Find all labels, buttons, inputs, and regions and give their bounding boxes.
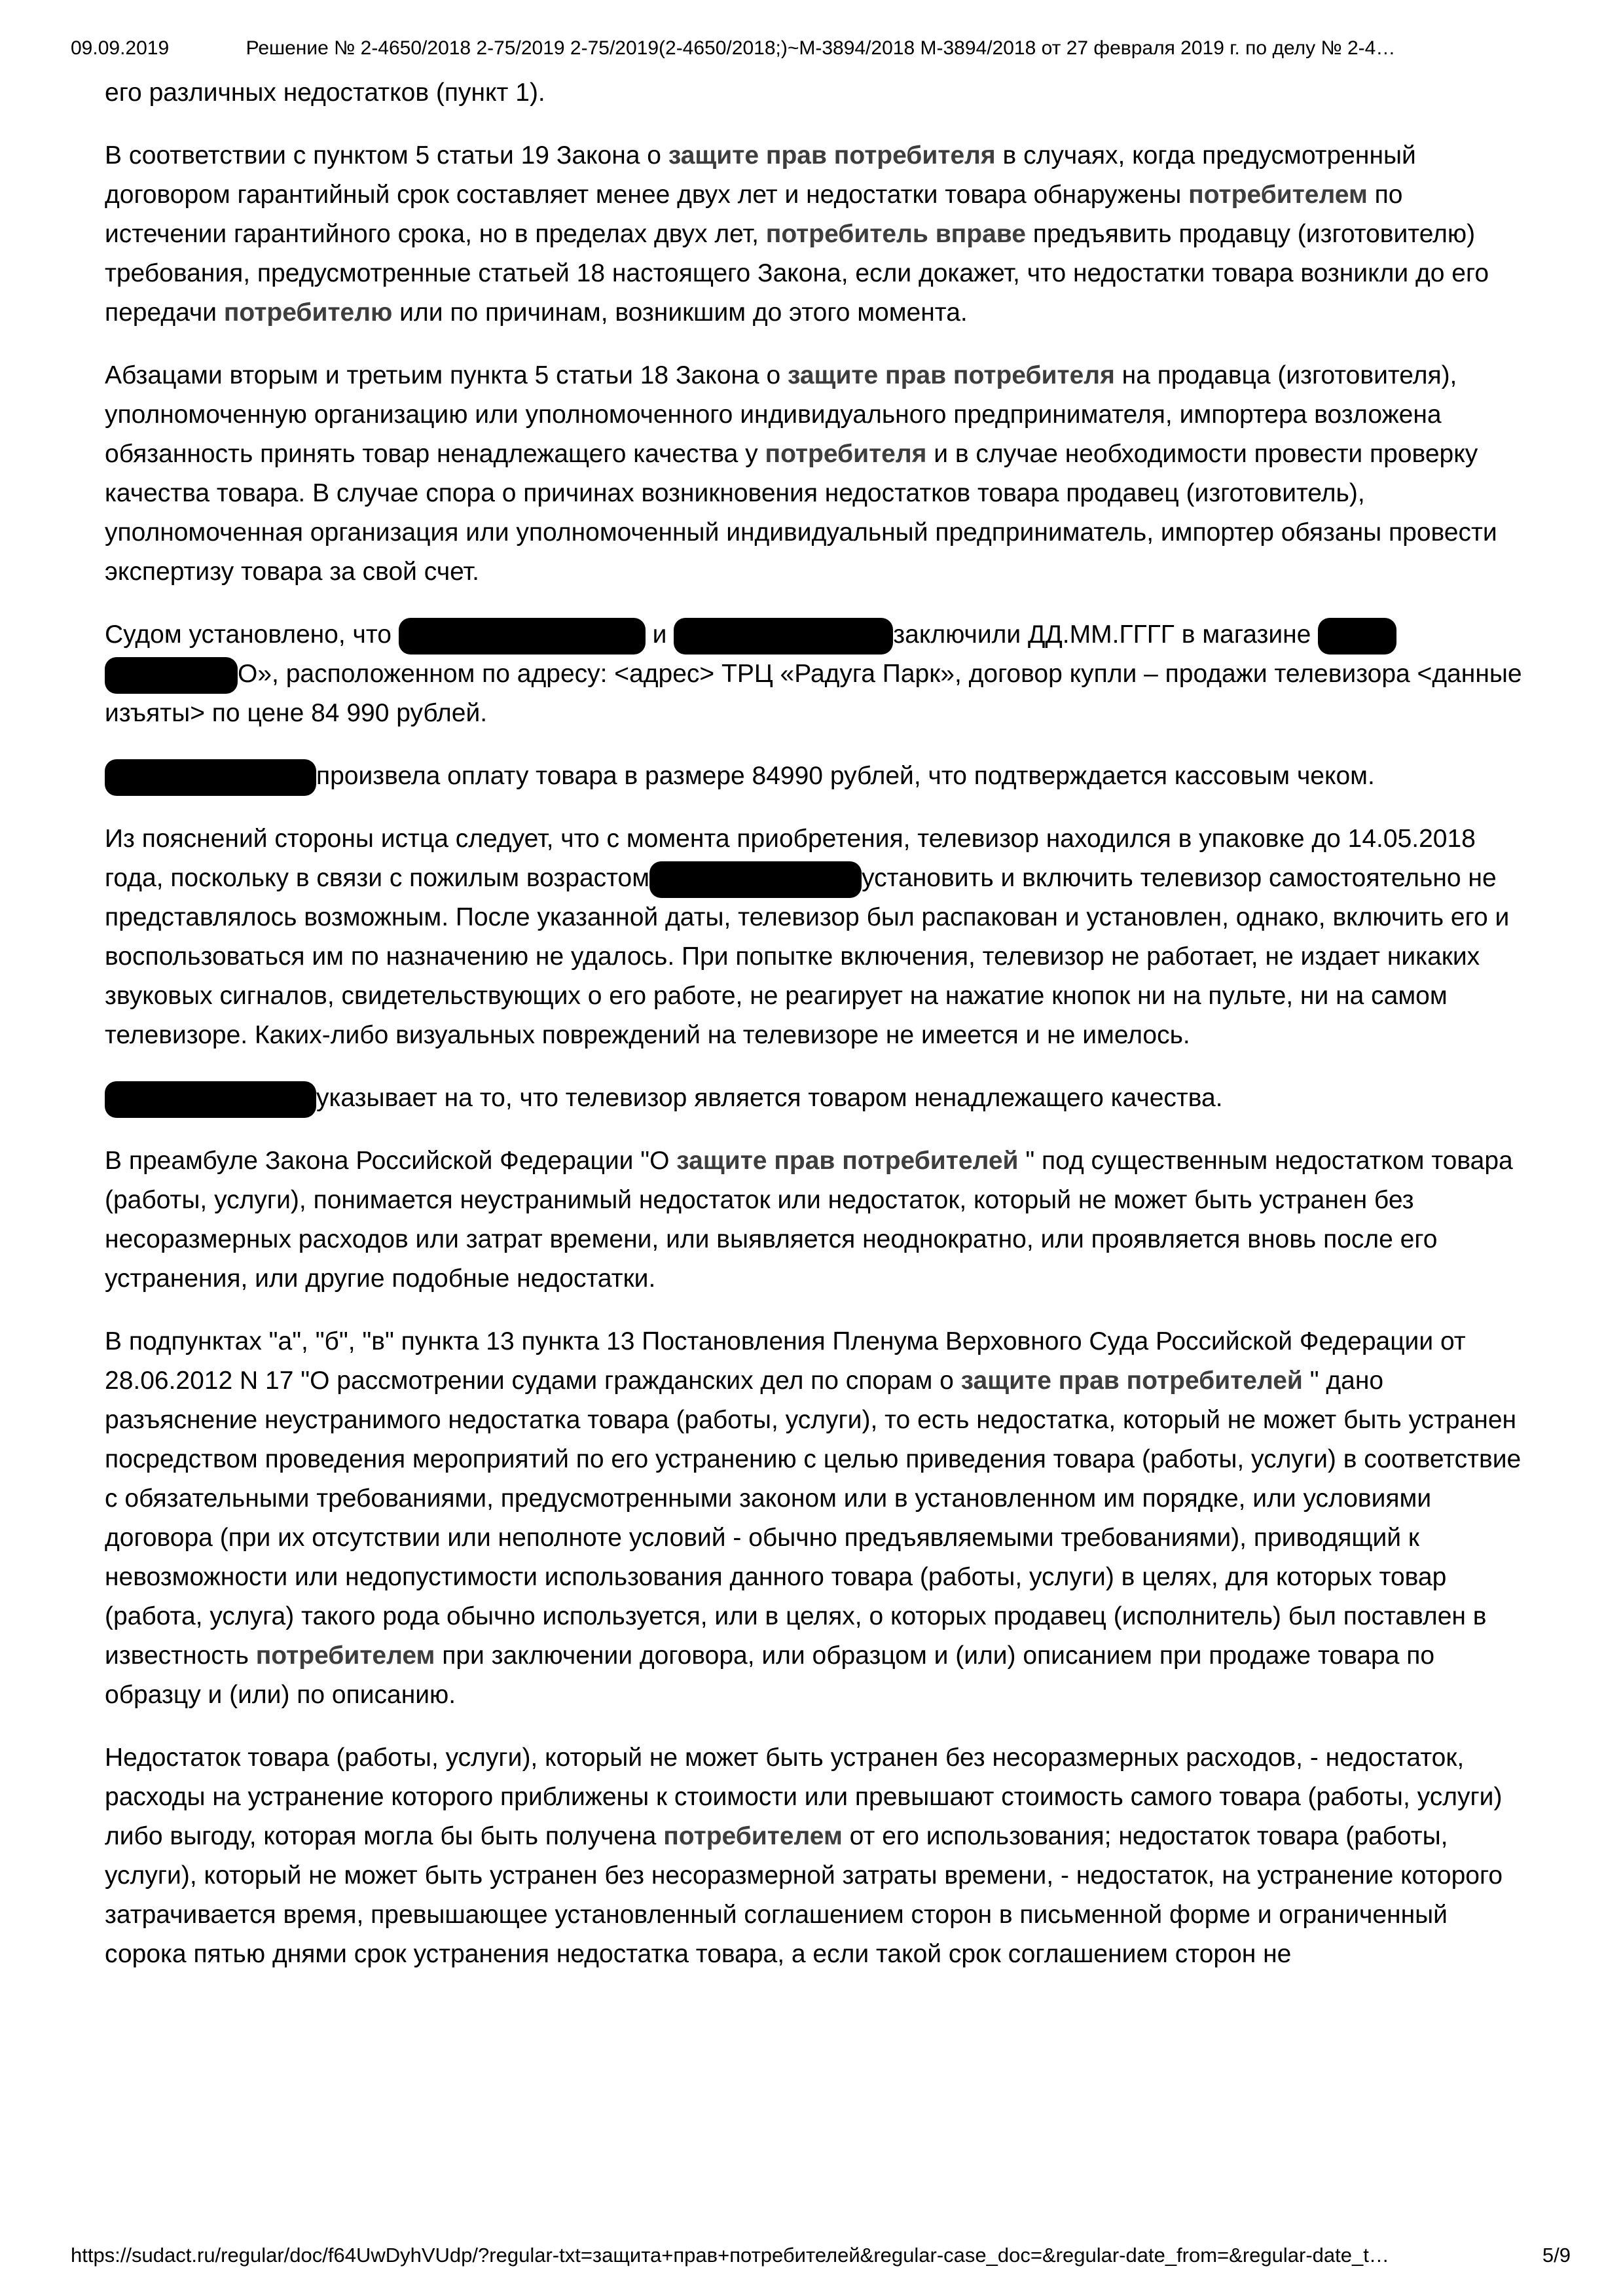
text-run: в случаях, когда предусмотренный договором гарантийный срок составляет менее двух лет и недостатки товара обнаружены	[105, 141, 1416, 209]
text-run: В соответствии с пунктом 5 статьи 19 Закона о	[105, 141, 668, 170]
redaction-bar	[649, 861, 862, 898]
redaction-bar	[399, 618, 646, 655]
highlighted-term: потребителем	[663, 1822, 843, 1850]
paragraph	[105, 136, 1525, 332]
highlighted-term: потребитель вправе	[765, 220, 1026, 248]
highlighted-term: защите прав потребителей	[676, 1147, 1019, 1175]
text-run: В преамбуле Закона Российской Федерации "О	[105, 1147, 677, 1175]
highlighted-term: потребителя	[765, 440, 927, 468]
redaction-bar	[105, 759, 316, 796]
redaction-bar	[105, 657, 238, 694]
print-date: 09.09.2019	[71, 37, 170, 59]
source-url: https://sudact.ru/regular/doc/f64UwDyhVUdp/?regular-txt=защита+прав+потребителей&regular-case_doc=&regular-date_from=&regular-date_t…	[71, 2244, 1389, 2267]
paragraph	[105, 1079, 1525, 1118]
text-run: или по причинам, возникшим до этого момента.	[392, 298, 968, 327]
text-run: предъявить продавцу (изготовителю) требования, предусмотренные статьей 18 настоящего Закона, если докажет, что недостатки товара возникли до его передачи	[105, 220, 1489, 327]
paragraph	[105, 1738, 1525, 1974]
text-run: указывает на то, что телевизор является товаром ненадлежащего качества.	[316, 1084, 1223, 1112]
text-run: и в случае необходимости провести проверку качества товара. В случае спора о причинах возникновения недостатков товара продавец (изготовитель), уполномоченная организация или уполномоченный индивидуальный предприниматель, импортер обязаны провести экспертизу товара за свой счет.	[105, 440, 1497, 586]
highlighted-term: потребителем	[255, 1641, 435, 1670]
paragraph	[105, 73, 1525, 113]
paragraph	[105, 819, 1525, 1055]
text-run: по истечении гарантийного срока, но в пределах двух лет,	[105, 181, 1403, 248]
text-run: от его использования; недостаток товара (работы, услуги), который не может быть устранен без несоразмерной затраты времени, - недостаток, на устранение которого затрачивается время, превышающее установленный соглашением сторон в письменной форме и ограниченный сорока пятью днями срок устранения недостатка товара, а если такой срок соглашением сторон не	[105, 1822, 1503, 1968]
print-header	[71, 34, 1571, 63]
paragraph	[105, 356, 1525, 592]
text-run: Из пояснений стороны истца следует, что с момента приобретения, телевизор находился в упаковке до 14.05.2018 года, поскольку в связи с пожилым возрастом	[105, 825, 1476, 892]
text-run: Абзацами вторым и третьим пункта 5 статьи 18 Закона о	[105, 361, 788, 389]
text-run: Недостаток товара (работы, услуги), который не может быть устранен без несоразмерных расходов, - недостаток, расходы на устранение которого приближены к стоимости или превышают стоимость самого товара (работы, услуги) либо выгоду, которая могла бы быть получена	[105, 1744, 1503, 1850]
text-run: Судом установлено, что	[105, 620, 399, 649]
paragraph	[105, 757, 1525, 796]
text-run: установить и включить телевизор самостоятельно не представлялось возможным. После указанной даты, телевизор был распакован и установлен, однако, включить его и воспользоваться им по назначению не удалось. При попытке включения, телевизор не работает, не издает никаких звуковых сигналов, свидетельствующих о его работе, не реагирует на нажатие кнопок ни на пульте, ни на самом телевизоре. Каких-либо визуальных повреждений на телевизоре не имеется и не имелось.	[105, 864, 1510, 1049]
text-run: заключили ДД.ММ.ГГГГ в магазине	[893, 620, 1319, 649]
highlighted-term: защите прав потребителей	[960, 1367, 1303, 1395]
text-run: В подпунктах "а", "б", "в" пункта 13 пункта 13 Постановления Пленума Верховного Суда Российской Федерации от 28.06.2012 N 17 "О рассмотрении судами гражданских дел по спорам о	[105, 1327, 1466, 1395]
text-run: и	[645, 620, 674, 649]
highlighted-term: потребителем	[1188, 181, 1368, 209]
paragraph	[105, 615, 1525, 733]
highlighted-term: потребителю	[223, 298, 393, 327]
redaction-bar	[674, 618, 893, 655]
redaction-bar	[105, 1081, 316, 1118]
paragraph	[105, 1141, 1525, 1299]
text-run: " под существенным недостатком товара (работы, услуги), понимается неустранимый недостаток или недостаток, который не может быть устранен без несоразмерных расходов или затрат времени, или выявляется неоднократно, или проявляется вновь после его устранения, или другие подобные недостатки.	[105, 1147, 1513, 1293]
text-run: его различных недостатков (пункт 1).	[105, 79, 545, 107]
page-number: 5/9	[1542, 2244, 1571, 2267]
text-run: на продавца (изготовителя), уполномоченную организацию или уполномоченного индивидуального предпринимателя, импортера возложена обязанность принять товар ненадлежащего качества у	[105, 361, 1457, 468]
highlighted-term: защите прав потребителя	[787, 361, 1115, 389]
document-body	[105, 73, 1525, 1998]
text-run: при заключении договора, или образцом и (или) описанием при продаже товара по образцу и (или) по описанию.	[105, 1641, 1435, 1709]
redaction-bar	[1318, 618, 1396, 655]
print-footer	[71, 2242, 1571, 2269]
text-run: О», расположенном по адресу: <адрес> ТРЦ «Радуга Парк», договор купли – продажи телевизора <данные изъяты> по цене 84 990 рублей.	[105, 660, 1522, 727]
highlighted-term: защите прав потребителя	[668, 141, 996, 170]
text-run: произвела оплату товара в размере 84990 рублей, что подтверждается кассовым чеком.	[316, 762, 1375, 790]
paragraph	[105, 1322, 1525, 1715]
text-run: " дано разъяснение неустранимого недостатка товара (работы, услуги), то есть недостатка, который не может быть устранен посредством проведения мероприятий по его устранению с целью приведения товара (работы, услуги) в соответствие с обязательными требованиями, предусмотренными законом или в установленном им порядке, или условиями договора (при их отсутствии или неполноте условий - обычно предъявляемыми требованиями), приводящий к невозможности или недопустимости использования данного товара (работы, услуги) в целях, для которых товар (работа, услуга) такого рода обычно используется, или в целях, о которых продавец (исполнитель) был поставлен в известность	[105, 1367, 1522, 1670]
document-title: Решение № 2-4650/2018 2-75/2019 2-75/2019(2-4650/2018;)~М-3894/2018 М-3894/2018 от 27 февраля 2019 г. по делу № 2-4…	[246, 37, 1396, 59]
